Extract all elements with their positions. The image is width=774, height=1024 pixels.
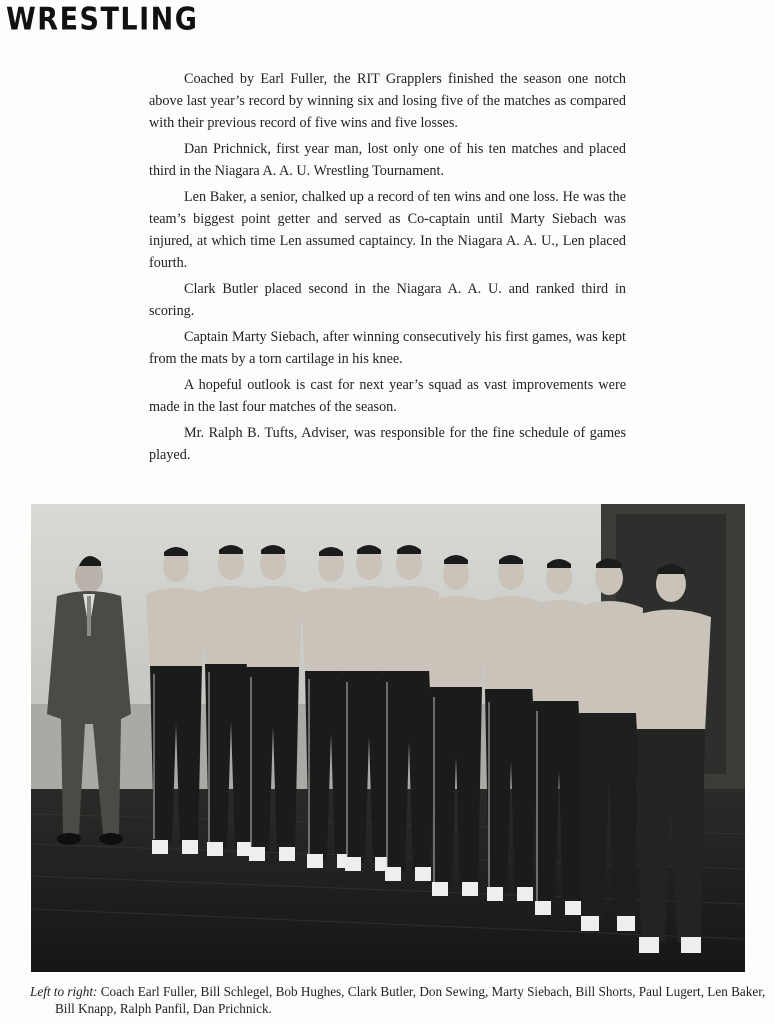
photo-caption bbox=[30, 983, 774, 1017]
article-paragraph: A hopeful outlook is cast for next year’s squad as vast improvements were made in the last four matches of the season. bbox=[149, 377, 626, 415]
caption-names: Coach Earl Fuller, Bill Schlegel, Bob Hughes, Clark Butler, Don Sewing, Marty Siebach, Bill Shorts, Paul Lugert, Len Baker, Bill Knapp, Ralph Panfil, Dan Prichnick. bbox=[55, 984, 766, 1016]
article-paragraph: Len Baker, a senior, chalked up a record of ten wins and one loss. He was the team’s biggest point getter and served as Co-captain until Marty Siebach was injured, at which time Len assumed captaincy. In the Niagara A. A. U., Len placed fourth. bbox=[149, 189, 626, 271]
article-body bbox=[149, 68, 626, 470]
article-paragraph: Captain Marty Siebach, after winning consecutively his first games, was kept from the mats by a torn cartilage in his knee. bbox=[149, 329, 626, 367]
article-paragraph: Mr. Ralph B. Tufts, Adviser, was responsible for the fine schedule of games played. bbox=[149, 425, 626, 463]
team-photo-illustration bbox=[31, 504, 745, 972]
page-title: WRESTLING bbox=[6, 2, 199, 38]
article-paragraph: Dan Prichnick, first year man, lost only one of his ten matches and placed third in the Niagara A. A. U. Wrestling Tournament. bbox=[149, 141, 626, 179]
article-paragraph: Coached by Earl Fuller, the RIT Grapplers finished the season one notch above last year’s record by winning six and losing five of the matches as compared with their previous record of five wins and five losses. bbox=[149, 71, 626, 131]
caption-lead: Left to right: bbox=[30, 984, 98, 999]
article-paragraph: Clark Butler placed second in the Niagara A. A. U. and ranked third in scoring. bbox=[149, 281, 626, 319]
team-photo bbox=[31, 504, 745, 972]
